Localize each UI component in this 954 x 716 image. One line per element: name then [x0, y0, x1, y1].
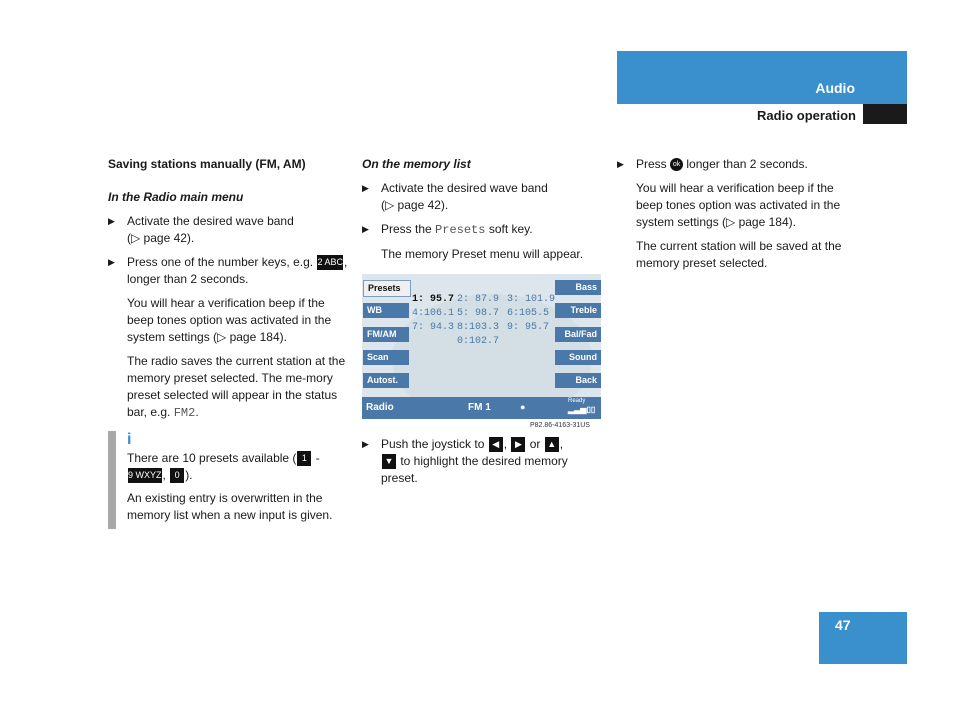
- info-presets-text: There are 10 presets available ( 1 - 9 WXYZ, 0 ).: [127, 451, 320, 482]
- number-key-1-icon: 1: [297, 451, 311, 466]
- status-band: FM 1: [468, 402, 491, 413]
- preset-6[interactable]: 6:105.5: [507, 308, 550, 319]
- bullet-icon: ▶: [617, 159, 624, 169]
- bullet-icon: ▶: [108, 216, 115, 226]
- header-marker: [863, 104, 907, 124]
- signal-strength-icon: ▂▃▅▯▯: [568, 405, 596, 414]
- column-right: [617, 156, 857, 279]
- info-icon: i: [127, 431, 132, 448]
- softkey-treble[interactable]: Treble: [555, 303, 601, 318]
- radio-display: [362, 274, 601, 419]
- preset-0[interactable]: 0:102.7: [457, 336, 500, 347]
- joystick-left-icon: ◀: [489, 437, 503, 452]
- preset-9[interactable]: 9: 95.7: [507, 322, 550, 333]
- number-key-2-icon: 2 ABC: [317, 255, 343, 270]
- cd-icon: ●: [520, 402, 526, 412]
- softkey-presets[interactable]: Presets: [363, 280, 411, 297]
- step-press-presets: ▶ Press the Presets soft key.: [362, 222, 533, 237]
- preset-8[interactable]: 8:103.3: [457, 322, 500, 333]
- joystick-up-icon: ▲: [545, 437, 559, 452]
- softkey-bal-fad[interactable]: Bal/Fad: [555, 327, 601, 342]
- figure-code: P82.86-4163-31US: [530, 422, 590, 429]
- softkey-back[interactable]: Back: [555, 373, 601, 388]
- bullet-icon: ▶: [362, 224, 369, 234]
- subsection-title: Radio operation: [757, 108, 856, 123]
- preset-2[interactable]: 2: 87.9: [457, 294, 500, 305]
- softkey-autost[interactable]: Autost.: [363, 373, 409, 388]
- softkey-bass[interactable]: Bass: [555, 280, 601, 295]
- section-heading: Saving stations manually (FM, AM): [108, 157, 306, 171]
- status-bar: [362, 397, 601, 419]
- note-saved: The current station will be saved at the memory preset selected.: [636, 239, 842, 270]
- info-overwrite-text: An existing entry is overwritten in the memory list when a new input is given.: [127, 491, 333, 522]
- number-key-0-icon: 0: [170, 468, 184, 483]
- page-number: 47: [835, 617, 851, 633]
- subheading-memory-list: On the memory list: [362, 157, 471, 171]
- joystick-down-icon: ▼: [382, 454, 396, 469]
- bullet-icon: ▶: [108, 257, 115, 267]
- column-left: [108, 156, 348, 429]
- column-middle: [362, 156, 602, 270]
- joystick-right-icon: ▶: [511, 437, 525, 452]
- subheading-main-menu: In the Radio main menu: [108, 190, 244, 204]
- number-key-9-icon: 9 WXYZ: [128, 468, 162, 483]
- preset-3[interactable]: 3: 101.9: [507, 294, 556, 305]
- step-press-number-key: ▶ Press one of the number keys, e.g. 2 ABC, longer than 2 seconds.: [108, 255, 348, 286]
- preset-1[interactable]: 1: 95.7: [412, 294, 455, 305]
- preset-5[interactable]: 5: 98.7: [457, 308, 500, 319]
- softkey-wb[interactable]: WB: [363, 303, 409, 318]
- bullet-icon: ▶: [362, 439, 369, 449]
- ok-button-icon: ok: [670, 158, 683, 171]
- step-joystick: ▶ Push the joystick to ◀ , ▶ or ▲ , ▼ to highlight the desired memory preset.: [362, 437, 568, 485]
- preset-4[interactable]: 4:106.1: [412, 308, 455, 319]
- info-bar: [108, 431, 116, 529]
- softkey-fm-am[interactable]: FM/AM: [363, 327, 409, 342]
- note-preset-menu: The memory Preset menu will appear.: [381, 247, 584, 261]
- note-beep: You will hear a verification beep if the beep tones option was activated in the system settings (▷ page 184).: [127, 296, 332, 344]
- section-title: Audio: [815, 80, 855, 96]
- softkey-scan[interactable]: Scan: [363, 350, 409, 365]
- note-saves: The radio saves the current station at the memory preset selected. The me-mory preset selected will appear in the status bar, e.g. FM2.: [127, 354, 346, 420]
- note-beep-2: You will hear a verification beep if the beep tones option was activated in the system settings (▷ page 184).: [636, 181, 841, 229]
- status-mode: Radio: [366, 402, 394, 413]
- step-press-ok: ▶ Press ok longer than 2 seconds.: [617, 157, 808, 171]
- status-ready: Ready: [568, 398, 586, 404]
- step-activate-band-2: ▶ Activate the desired wave band (▷ page 42).: [362, 181, 548, 212]
- preset-7[interactable]: 7: 94.3: [412, 322, 455, 333]
- step-activate-band: ▶ Activate the desired wave band (▷ page 42).: [108, 214, 294, 245]
- bullet-icon: ▶: [362, 183, 369, 193]
- section-tab: [617, 51, 907, 104]
- info-box: [108, 431, 352, 529]
- status-example: FM2: [173, 406, 196, 420]
- page-number-tab: [819, 612, 907, 664]
- softkey-sound[interactable]: Sound: [555, 350, 601, 365]
- presets-softkey-label: Presets: [435, 223, 486, 237]
